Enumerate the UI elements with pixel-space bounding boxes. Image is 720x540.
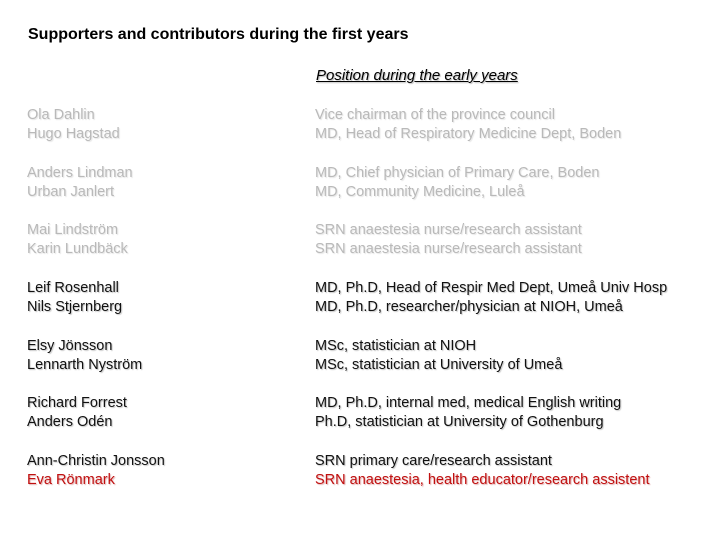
person-position: MD, Ph.D, Head of Respir Med Dept, Umeå Univ Hosp bbox=[315, 280, 668, 296]
positions-cell bbox=[315, 106, 621, 144]
positions-cell bbox=[315, 221, 582, 259]
names-cell bbox=[27, 221, 128, 259]
column-header-position: Position during the early years bbox=[316, 67, 518, 84]
positions-cell bbox=[315, 452, 650, 490]
contributor-row bbox=[0, 452, 720, 492]
person-name: Ann-Christin Jonsson bbox=[27, 453, 165, 469]
person-position: Vice chairman of the province council bbox=[315, 107, 555, 123]
person-position: MD, Community Medicine, Luleå bbox=[315, 184, 525, 200]
person-position: MSc, statistician at NIOH bbox=[315, 338, 477, 354]
positions-cell bbox=[315, 337, 562, 375]
person-position: SRN primary care/research assistant bbox=[315, 453, 552, 469]
person-name: Anders Odén bbox=[27, 414, 113, 430]
names-cell bbox=[27, 279, 122, 317]
contributor-row bbox=[0, 164, 720, 204]
person-name: Karin Lundbäck bbox=[27, 241, 128, 257]
person-position: SRN anaestesia nurse/research assistant bbox=[315, 241, 582, 257]
person-position: MD, Chief physician of Primary Care, Boden bbox=[315, 165, 600, 181]
names-cell bbox=[27, 394, 127, 432]
person-name: Lennarth Nyström bbox=[27, 357, 143, 373]
person-position-highlighted: SRN anaestesia, health educator/research assistent bbox=[315, 472, 650, 488]
person-name: Nils Stjernberg bbox=[27, 299, 123, 315]
person-position: MD, Head of Respiratory Medicine Dept, Boden bbox=[315, 126, 622, 142]
person-name: Ola Dahlin bbox=[27, 107, 95, 123]
person-name: Mai Lindström bbox=[27, 222, 119, 238]
contributor-row bbox=[0, 221, 720, 261]
person-name: Leif Rosenhall bbox=[27, 280, 119, 296]
person-name-highlighted: Eva Rönmark bbox=[27, 472, 115, 488]
person-position: Ph.D, statistician at University of Gothenburg bbox=[315, 414, 604, 430]
person-position: MSc, statistician at University of Umeå bbox=[315, 357, 563, 373]
person-name: Anders Lindman bbox=[27, 165, 133, 181]
person-name: Richard Forrest bbox=[27, 395, 127, 411]
person-name: Hugo Hagstad bbox=[27, 126, 120, 142]
contributor-row bbox=[0, 394, 720, 434]
person-position: MD, Ph.D, internal med, medical English writing bbox=[315, 395, 622, 411]
names-cell bbox=[27, 106, 120, 144]
slide-title: Supporters and contributors during the first years bbox=[28, 26, 409, 43]
contributor-row bbox=[0, 106, 720, 146]
person-position: MD, Ph.D, researcher/physician at NIOH, Umeå bbox=[315, 299, 623, 315]
person-name: Elsy Jönsson bbox=[27, 338, 113, 354]
contributor-row bbox=[0, 337, 720, 377]
person-position: SRN anaestesia nurse/research assistant bbox=[315, 222, 582, 238]
positions-cell bbox=[315, 279, 667, 317]
contributor-row bbox=[0, 279, 720, 319]
positions-cell bbox=[315, 164, 599, 202]
names-cell bbox=[27, 337, 142, 375]
positions-cell bbox=[315, 394, 621, 432]
names-cell bbox=[27, 452, 165, 490]
names-cell bbox=[27, 164, 133, 202]
person-name: Urban Janlert bbox=[27, 184, 115, 200]
